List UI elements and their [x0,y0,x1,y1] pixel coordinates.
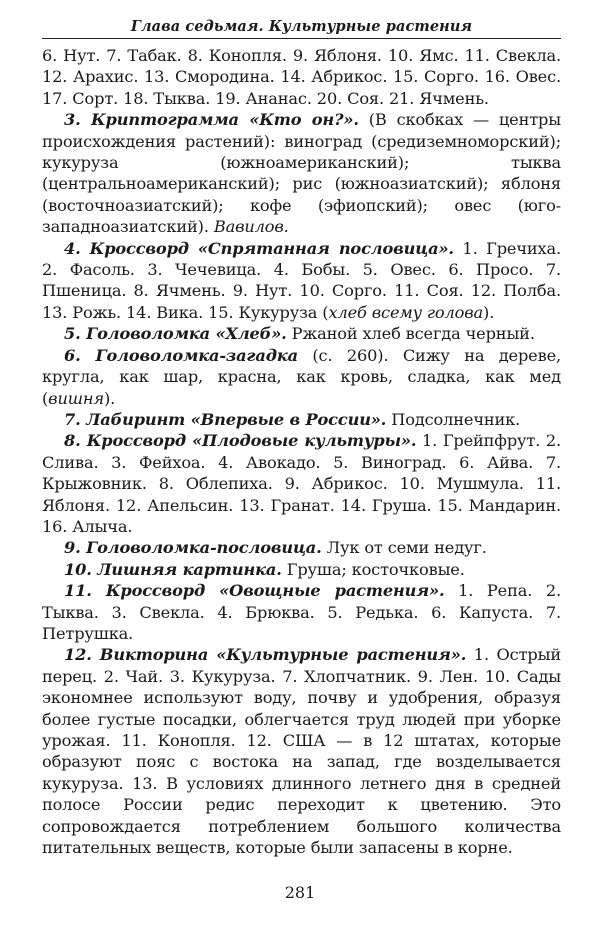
answer-text: 1. Грейпфрут. 2. Слива. 3. Фейхоа. 4. Авокадо. 5. Виноград. 6. Айва. 7. Крыжовник. 8. Облепиха. 9. Абрикос. 10. Мушмула. 11. Яблоня. 12. Апельсин. 13. Гранат. 14. Груша. 15. Мандарин. 16. Алыча. [42,431,561,536]
page-number: 281 [284,883,316,902]
answer-paragraph [42,345,561,409]
answer-text: 1. Острый перец. 2. Чай. 3. Кукуруза. 7. Хлопчатник. 9. Лен. 10. Сады экономнее используют воду, почву и удобрения, образуя более густые посадки, облегчается труд людей при уборке урожая. 11. Конопля. 12. США — в 12 штатах, которые образуют пояс с востока на запад, где возделывается кукуруза. 13. В условиях длинного летнего дня в средней полосе России редис переходит к цветению. Это сопровождается потреблением большого количества питательных веществ, которые были запасены в корне. [42,645,561,858]
answer-text: Подсолнечник. [386,409,521,429]
answer-paragraph [42,45,561,109]
answer-paragraph [42,323,561,344]
answer-text: (с. 260). Сижу на дереве, кругла, как шар, красна, как кровь, сладка, как мед ( [42,345,561,408]
answer-text: 1. Гречиха. 2. Фасоль. 3. Чечевица. 4. Бобы. 5. Овес. 6. Просо. 7. Пшеница. 8. Ячмень. 9. Нут. 10. Сорго. 11. Соя. 12. Полба. 13. Рожь. 14. Вика. 15. Кукуруза ( [42,238,561,322]
answer-text: Лук от семи недуг. [321,538,487,558]
answer-paragraph [42,109,561,237]
answer-text: Груша; косточковые. [281,559,465,579]
answer-emphasis: вишня [48,388,104,408]
exercise-heading: 6. Головоломка-загадка [64,345,298,365]
page-body [42,45,561,858]
answer-text: ). [103,388,116,408]
running-header: Глава седьмая. Культурные растения [42,18,561,39]
answer-paragraph [42,580,561,644]
exercise-heading: 9. Головоломка-пословица. [64,538,322,558]
answer-paragraph [42,238,561,324]
answer-text: 6. Нут. 7. Табак. 8. Конопля. 9. Яблоня. 10. Ямс. 11. Свекла. 12. Арахис. 13. Смородина. 14. Абрикос. 15. Сорго. 16. Овес. 17. Сорт. 18. Тыква. 19. Ананас. 20. Соя. 21. Ячмень. [42,46,561,108]
answer-text: ). [483,302,495,322]
answer-paragraph [42,644,561,858]
answer-text: Ржаной хлеб всегда черный. [286,324,535,344]
exercise-heading: 7. Лабиринт «Впервые в России». [64,409,387,429]
exercise-heading: 12. Викторина «Культурные растения». [64,645,467,665]
answer-emphasis: Вавилов. [213,217,289,237]
exercise-heading: 11. Кроссворд «Овощные растения». [64,581,445,601]
answer-emphasis: хлеб всему голова [328,302,484,322]
answer-paragraph [42,430,561,537]
answer-paragraph [42,559,561,580]
exercise-heading: 3. Криптограмма «Кто он?». [64,110,359,130]
answer-text: 1. Репа. 2. Тыква. 3. Свекла. 4. Брюква. 5. Редька. 6. Капуста. 7. Петрушка. [42,581,561,643]
answer-paragraph [42,409,561,430]
answer-text: (В скобках — центры происхождения растений): виноград (средиземноморский); кукуруза (южноамериканский); тыква (центральноамериканский); рис (южноазиатский); яблоня (восточноазиатский); кофе (эфиопский); овес (юго-западноазиатский). [42,110,561,237]
answer-paragraph [42,537,561,558]
exercise-heading: 5. Головоломка «Хлеб». [64,324,287,344]
exercise-heading: 10. Лишняя картинка. [64,559,282,579]
exercise-heading: 4. Кроссворд «Спрятанная пословица». [64,238,454,258]
exercise-heading: 8. Кроссворд «Плодовые культуры». [64,431,417,451]
book-page [42,18,561,858]
